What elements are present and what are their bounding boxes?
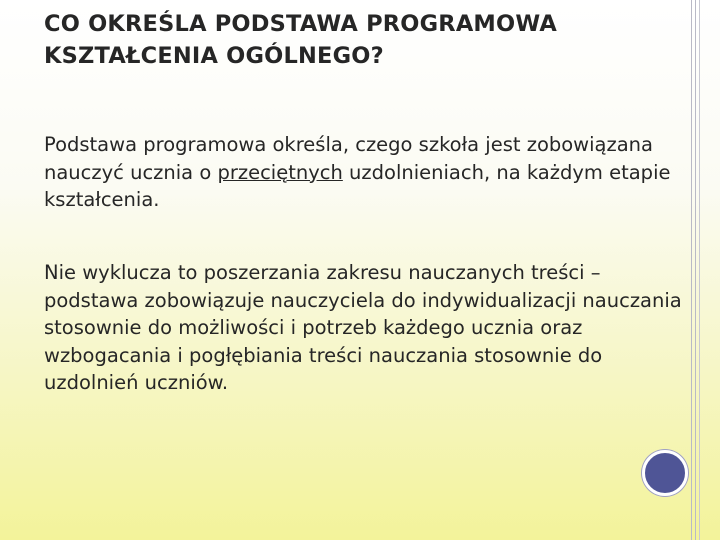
frame-line-middle [695,0,696,540]
paragraph-definition-end: uzdolnieniach, na każdym etapie kształcenia. [44,160,671,211]
circle-ornament-icon [642,450,688,496]
paragraph-individualization: Nie wyklucza to poszerzania zakresu nauczanych treści – podstawa zobowiązuje nauczyciela do indywidualizacji nauczania stosownie do możliwości i potrzeb każdego ucznia oraz wzbogacania i pogłębiania treści nauczania stosownie do uzdolnień uczniów. [44,261,682,394]
paragraph-definition-start: Podstawa programowa określa, czego szkoła jest zobowiązana nauczyć ucznia o [44,133,653,184]
frame-line-right [699,0,700,540]
paragraph-definition [44,131,684,214]
slide-title: CO OKREŚLA PODSTAWA PROGRAMOWA KSZTAŁCENIA OGÓLNEGO? [44,11,557,69]
underlined-word: przeciętnych [217,160,343,184]
frame-line-left [691,0,692,540]
